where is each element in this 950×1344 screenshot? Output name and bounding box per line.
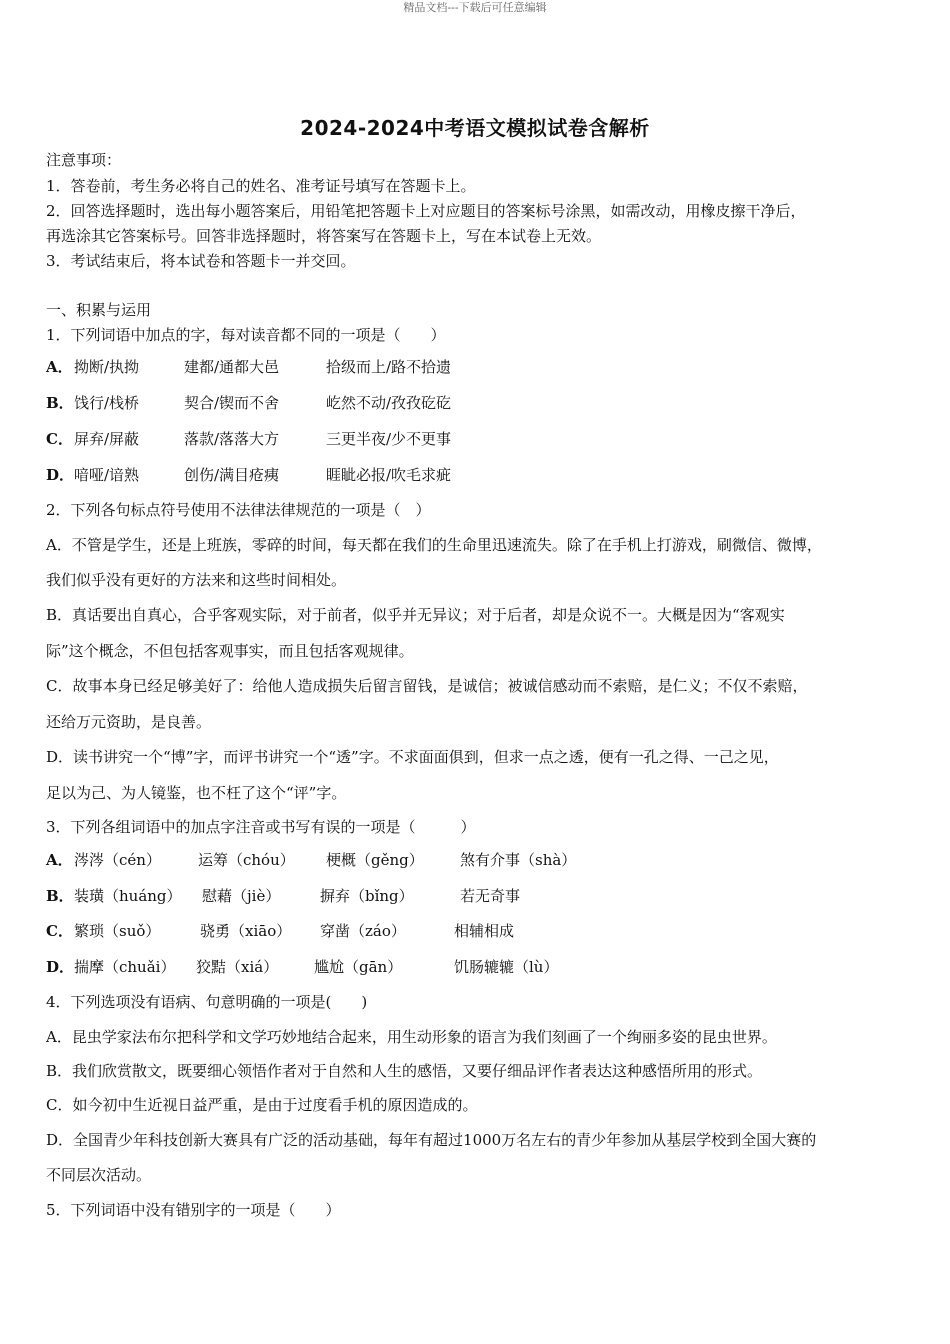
section-heading: 一、积累与运用 bbox=[46, 301, 152, 319]
option-word: 建都/通都大邑 bbox=[184, 358, 280, 376]
option-word: 屏弃/屏蔽 bbox=[74, 430, 140, 448]
option-label: C． bbox=[46, 430, 73, 448]
question-4-line: C．如今初中生近视日益严重，是由于过度看手机的原因造成的。 bbox=[46, 1096, 478, 1114]
option-label: B． bbox=[46, 887, 74, 905]
question-2-line: 还给万元资助，是良善。 bbox=[46, 713, 212, 731]
option-word: 揣摩（chuǎi） bbox=[74, 958, 176, 976]
question-2-line: A．不管是学生，还是上班族，零碎的时间，每天都在我们的生命里迅速流失。除了在手机上打游戏，刷微信、微博， bbox=[46, 536, 822, 554]
question-4-line: 不同层次活动。 bbox=[46, 1166, 152, 1184]
option-word: 喑哑/谙熟 bbox=[74, 466, 140, 484]
option-word: 若无奇事 bbox=[460, 887, 521, 905]
option-word: 拗断/执拗 bbox=[74, 358, 140, 376]
question-3-stem: 3．下列各组词语中的加点字注音或书写有误的一项是（ ） bbox=[46, 818, 476, 836]
option-word: 穿凿（záo） bbox=[320, 922, 406, 940]
question-4-line: A．昆虫学家法布尔把科学和文学巧妙地结合起来，用生动形象的语言为我们刻画了一个绚丽多姿的昆虫世界。 bbox=[46, 1028, 777, 1046]
option-word: 涔涔（cén） bbox=[74, 851, 161, 869]
option-label: B． bbox=[46, 394, 74, 412]
option-word: 落款/落落大方 bbox=[184, 430, 280, 448]
question-4-line: D．全国青少年科技创新大赛具有广泛的活动基础，每年有超过1000万名左右的青少年参加从基层学校到全国大赛的 bbox=[46, 1131, 817, 1149]
option-label: A． bbox=[46, 358, 73, 376]
option-word: 慰藉（jiè） bbox=[202, 887, 281, 905]
question-2-line: C．故事本身已经足够美好了：给他人造成损失后留言留钱，是诚信；被诚信感动而不索赔，是仁义；不仅不索赔， bbox=[46, 677, 808, 695]
option-word: 相辅相成 bbox=[454, 922, 515, 940]
option-word: 三更半夜/少不更事 bbox=[326, 430, 452, 448]
option-word: 装璜（huáng） bbox=[74, 887, 182, 905]
question-2-line: D．读书讲究一个“博”字，而评书讲究一个“透”字。不求面面俱到，但求一点之透，便有一孔之得、一己之见， bbox=[46, 748, 779, 766]
option-word: 创伤/满目疮痍 bbox=[184, 466, 280, 484]
option-word: 屹然不动/孜孜矻矻 bbox=[326, 394, 452, 412]
option-label: D． bbox=[46, 466, 75, 484]
option-word: 繁琐（suǒ） bbox=[74, 922, 161, 940]
option-word: 饯行/栈桥 bbox=[74, 394, 140, 412]
notice-item: 3．考试结束后，将本试卷和答题卡一并交回。 bbox=[46, 252, 356, 270]
option-label: D． bbox=[46, 958, 75, 976]
question-5-stem: 5．下列词语中没有错别字的一项是（ ） bbox=[46, 1201, 341, 1219]
option-label: A． bbox=[46, 851, 73, 869]
question-2-line: 我们似乎没有更好的方法来和这些时间相处。 bbox=[46, 571, 347, 589]
option-word: 梗概（gěng） bbox=[326, 851, 424, 869]
option-word: 尴尬（gān） bbox=[314, 958, 403, 976]
option-word: 煞有介事（shà） bbox=[460, 851, 577, 869]
notice-item: 1．答卷前，考生务必将自己的姓名、准考证号填写在答题卡上。 bbox=[46, 177, 476, 195]
option-word: 睚眦必报/吹毛求疵 bbox=[326, 466, 452, 484]
notice-heading: 注意事项： bbox=[46, 151, 122, 169]
question-1-stem: 1．下列词语中加点的字，每对读音都不同的一项是（ ） bbox=[46, 326, 446, 344]
option-word: 运筹（chóu） bbox=[198, 851, 295, 869]
notice-item: 再选涂其它答案标号。回答非选择题时，将答案写在答题卡上，写在本试卷上无效。 bbox=[46, 227, 602, 245]
option-word: 契合/锲而不舍 bbox=[184, 394, 280, 412]
option-word: 摒弃（bǐng） bbox=[320, 887, 414, 905]
page-header: 精品文档---下载后可任意编辑 bbox=[403, 1, 547, 14]
page-title: 2024-2024中考语文模拟试卷含解析 bbox=[300, 116, 650, 140]
option-word: 饥肠辘辘（lù） bbox=[454, 958, 559, 976]
question-2-line: 际”这个概念，不但包括客观事实，而且包括客观规律。 bbox=[46, 642, 414, 660]
notice-item: 2．回答选择题时，选出每小题答案后，用铅笔把答题卡上对应题目的答案标号涂黑，如需改动，用橡皮擦干净后， bbox=[46, 202, 806, 220]
option-label: C． bbox=[46, 922, 73, 940]
question-2-line: 足以为己、为人镜鉴，也不枉了这个“评”字。 bbox=[46, 784, 347, 802]
question-2-stem: 2．下列各句标点符号使用不法律法律规范的一项是（ ） bbox=[46, 501, 431, 519]
question-4-line: B．我们欣赏散文，既要细心领悟作者对于自然和人生的感悟，又要仔细品评作者表达这种感悟所用的形式。 bbox=[46, 1062, 763, 1080]
question-2-line: B．真话要出自真心，合乎客观实际，对于前者，似乎并无异议；对于后者，却是众说不一。大概是因为“客观实 bbox=[46, 606, 785, 624]
option-word: 骁勇（xiāo） bbox=[200, 922, 292, 940]
option-word: 狡黠（xiá） bbox=[196, 958, 279, 976]
option-word: 拾级而上/路不拾遗 bbox=[326, 358, 452, 376]
question-4-stem: 4．下列选项没有语病、句意明确的一项是( ) bbox=[46, 993, 368, 1011]
